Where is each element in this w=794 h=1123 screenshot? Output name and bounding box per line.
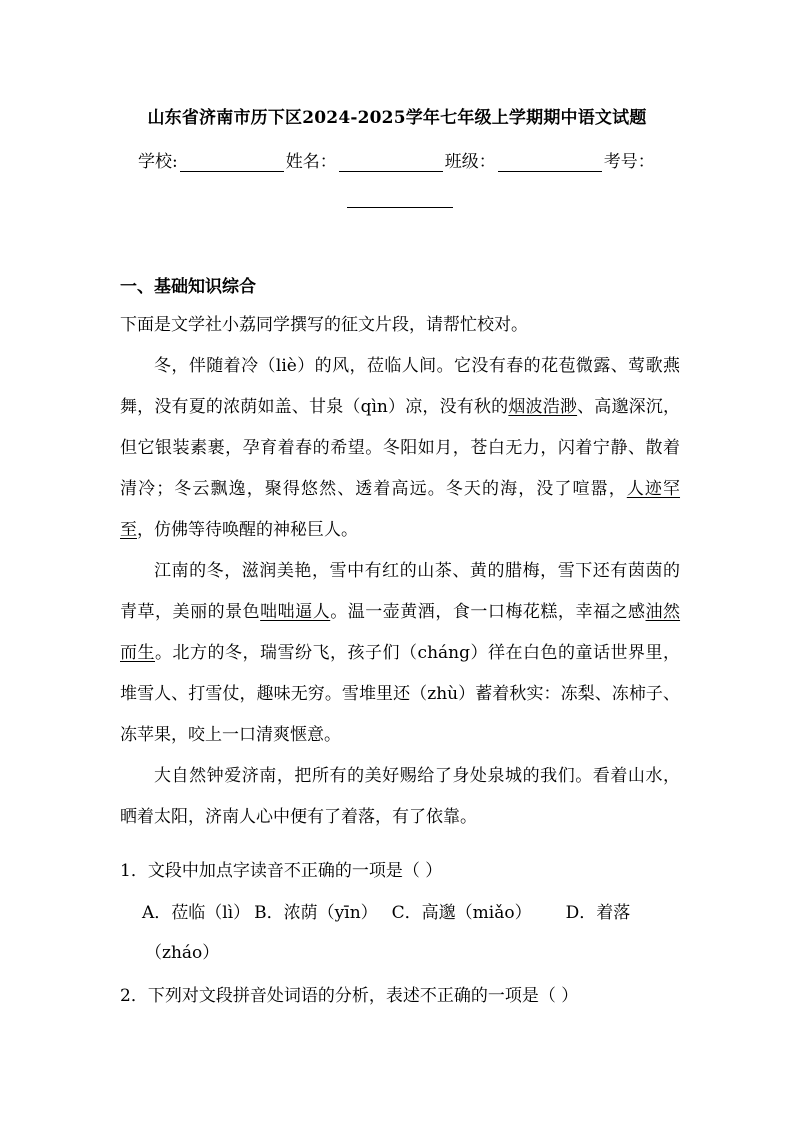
class-label: 班级： (444, 152, 496, 172)
p1-underlined-2: 人迹罕至 (120, 479, 681, 540)
name-label: 姓名： (285, 152, 337, 172)
option-a[interactable]: A．莅临（lì） (142, 903, 251, 923)
option-c[interactable]: C．高邈（miǎo） (391, 903, 532, 923)
name-blank[interactable] (339, 154, 443, 172)
passage-paragraph-1 (120, 346, 680, 551)
p1-text-b: 、高邈深沉，但它银装素裹，孕育着春的希望。冬阳如月，苍白无力，闪着宁静、散着清冷；冬云飘逸，聚得悠然、透着高远。冬天的海，没了喧嚣， (120, 397, 681, 499)
p2-underlined-1: 咄咄逼人 (260, 602, 331, 622)
option-d-continued: （zháo） (145, 943, 220, 963)
passage (120, 305, 680, 838)
number-label: 考号： (603, 152, 655, 172)
passage-paragraph-3: 大自然钟爱济南，把所有的美好赐给了身处泉城的我们。看着山水，晒着太阳，济南人心中便有了着落，有了依靠。 (120, 766, 680, 827)
option-d[interactable]: D．着落 (565, 903, 631, 923)
p2-text-b: 。温一壶黄酒，食一口梅花糕，幸福之感 (330, 602, 646, 622)
class-blank[interactable] (498, 154, 602, 172)
section-heading: 一、基础知识综合 (120, 277, 256, 297)
question-2-stem: 2．下列对文段拼音处词语的分析，表述不正确的一项是（ ） (120, 986, 579, 1006)
page-title: 山东省济南市历下区2024-2025学年七年级上学期期中语文试题 (147, 108, 647, 128)
student-info-line (138, 147, 655, 172)
school-label: 学校: (138, 152, 178, 172)
p2-text-c: 。北方的冬，瑞雪纷飞，孩子们（cháng）徉在白色的童话世界里，堆雪人、打雪仗，趣味无穷。雪堆里还（zhù）蓄着秋实：冻梨、冻柿子、冻苹果，咬上一口清爽惬意。 (120, 643, 681, 745)
p1-text-a: 冬，伴随着冷（liè）的风，莅临人间。它没有春的花苞微露、莺歌燕舞，没有夏的浓荫如盖、甘泉（qìn）凉，没有秋的 (120, 356, 680, 417)
option-b[interactable]: B．浓荫（yīn） (254, 903, 378, 923)
p1-text-c: ，仿佛等待唤醒的神秘巨人。 (137, 520, 358, 540)
passage-intro: 下面是文学社小荔同学撰写的征文片段，请帮忙校对。 (120, 315, 528, 335)
p1-underlined-1: 烟波浩渺 (508, 397, 578, 417)
question-1-stem: 1．文段中加点字读音不正确的一项是（ ） (120, 861, 443, 881)
passage-paragraph-2 (120, 551, 680, 756)
question-1-options (142, 898, 630, 923)
number-blank[interactable] (347, 207, 453, 208)
school-blank[interactable] (180, 154, 284, 172)
p2-underlined-2: 油然而生 (120, 602, 681, 663)
p2-text-a: 江南的冬，滋润美艳，雪中有红的山茶、黄的腊梅，雪下还有茵茵的青草，美丽的景色 (120, 561, 680, 622)
